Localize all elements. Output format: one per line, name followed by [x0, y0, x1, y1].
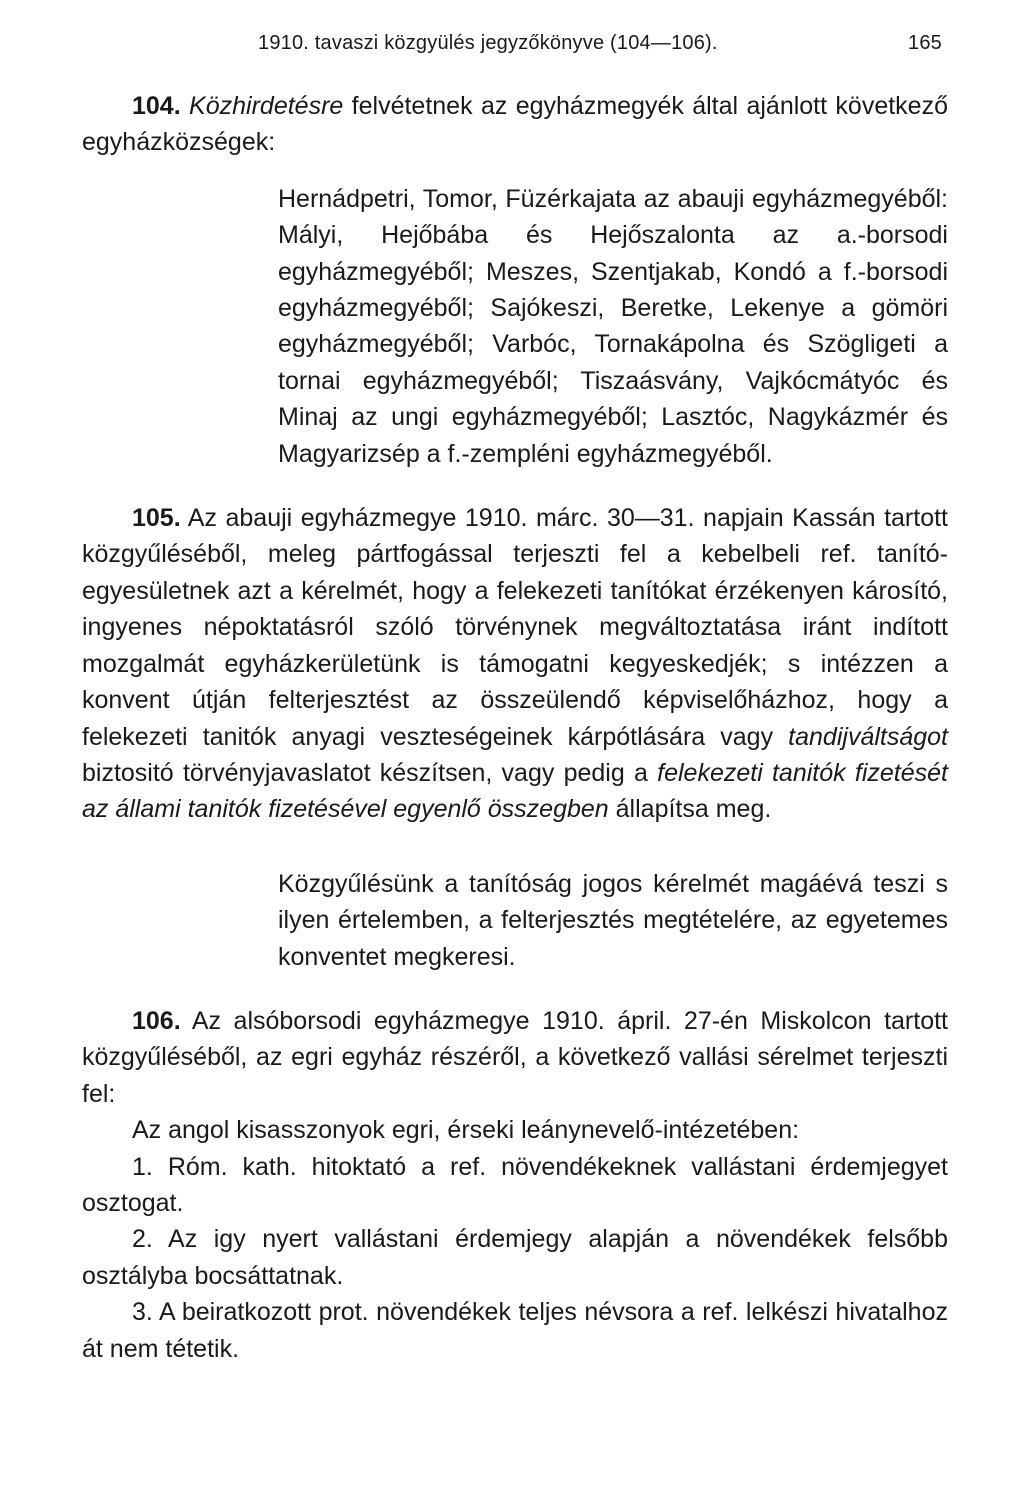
section-104: [82, 88, 948, 472]
italic-term: tandijváltságot: [788, 722, 948, 751]
grievance-item-2: 2. Az igy nyert vallástani érdemjegy alapján a növendékek felsőbb osztályba bocsáttatnak.: [82, 1225, 948, 1290]
section-105-body: [82, 500, 948, 828]
grievance-item-3: 3. A beiratkozott prot. növendékek teljes névsora a ref. lelkészi hivatalhoz át nem tétetik.: [82, 1298, 948, 1363]
section-105: [82, 500, 948, 975]
page-number: 165: [908, 32, 942, 54]
parish-list: Hernádpetri, Tomor, Füzérkajata az abauji egyházmegyéből: Mályi, Hejőbába és Hejőszalonta az a.-borsodi egyházmegyéből; Meszes, Szentjakab, Kondó a f.-borsodi egyházmegyéből; Sajókeszi, Beretke, Lekenye a gömöri egyházmegyéből; Varbóc, Tornakápolna és Szögligeti a tornai egyházmegyéből; Tiszaásvány, Vajkócmátyóc és Minaj az ungi egyházmegyéből; Lasztóc, Nagykázmér és Magyarizsép a f.-zempléni egyházmegyéből.: [278, 184, 948, 468]
running-title: 1910. tavaszi közgyülés jegyzőkönyve (104—106).: [258, 32, 718, 54]
body-text: Az alsóborsodi egyházmegye 1910. ápril. 27-én Miskolcon tartott közgyűléséből, az egri egyház részéről, a következő vallási sérelmet terjeszti fel:: [82, 1006, 948, 1108]
section-106: [82, 1003, 948, 1367]
section-number: 106.: [132, 1006, 181, 1035]
intro-text: felvétetnek az egyházmegyék által ajánlott következő egyházközségek:: [82, 92, 948, 157]
section-number: 104.: [132, 92, 181, 120]
resolution-text: Közgyűlésünk a tanítóság jogos kérelmét magáévá teszi s ilyen értelemben, a felterjesztés megtételére, az egyetemes konventet megkeresi.: [278, 869, 948, 971]
italic-term: Közhirdetésre: [189, 92, 344, 120]
grievance-lead: Az angol kisasszonyok egri, érseki leánynevelő-intézetében:: [132, 1116, 800, 1145]
body-text: Az abauji egyházmegye 1910. márc. 30—31. napjain Kassán tartott közgyűléséből, meleg pártfogással terjeszti fel a kebelbeli ref. tanító-egyesületnek azt a kérelmét, hogy a felekezeti tanítókat érzékenyen károsító, ingyenes népoktatásról szóló törvénynek megváltoztatása iránt indított mozgalmát egyházkerületünk is támogatni kegyeskedjék; s intézzen a konvent útján felterjesztést az összeülendő képviselőházhoz, hogy a felekezeti tanitók anyagi veszteségeinek kárpótlására vagy: [82, 504, 948, 751]
section-106-intro: [82, 1003, 948, 1112]
running-head: [82, 28, 948, 68]
section-number: 105.: [132, 504, 181, 533]
section-104-intro: [82, 88, 948, 161]
grievance-item-1: 1. Róm. kath. hitoktató a ref. növendékeknek vallástani érdemjegyet osztogat.: [82, 1152, 948, 1217]
italic-phrase: felekezeti tanitók fizetését az állami tanitók fizetésével egyenlő összegben: [82, 758, 948, 824]
body-text: állapítsa meg.: [608, 795, 772, 824]
document-page: [82, 28, 948, 1367]
body-text: biztositó törvényjavaslatot készítsen, vagy pedig a: [82, 758, 658, 787]
